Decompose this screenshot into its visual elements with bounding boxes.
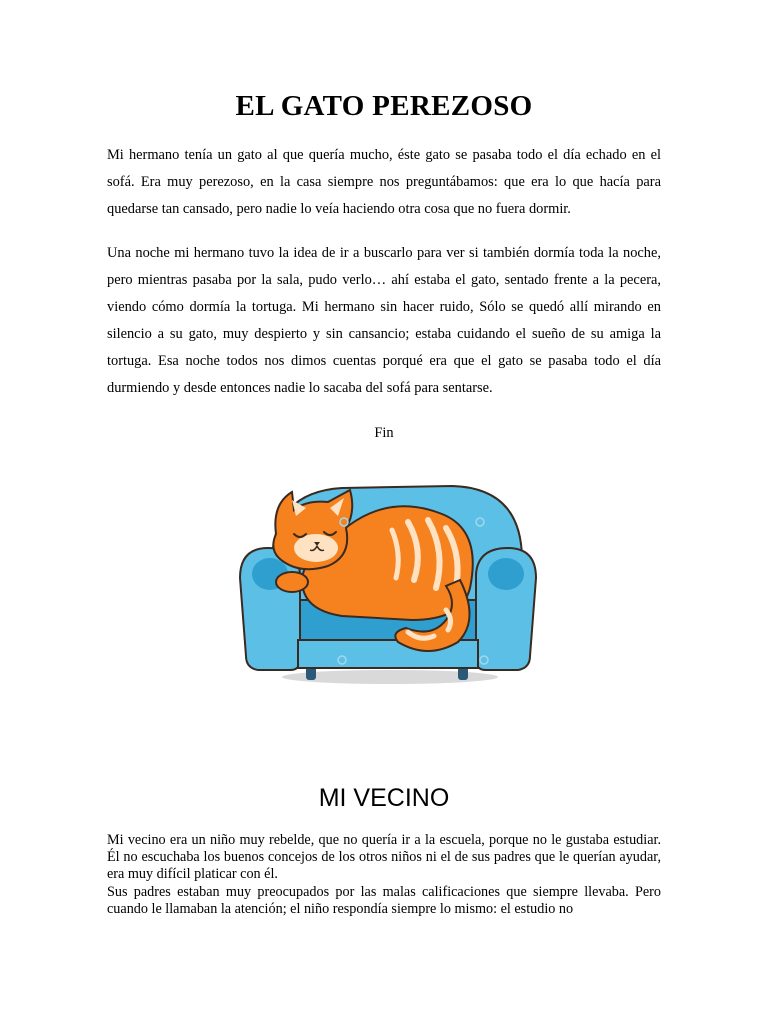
story-title: EL GATO PEREZOSO <box>235 90 533 122</box>
story-body <box>107 142 661 419</box>
story-paragraph: Una noche mi hermano tuvo la idea de ir a buscarlo para ver si también dormía toda la noche, pero mientras pasaba por la sala, pudo verlo… ahí estaba el gato, sentado frente a la pecera, viendo cómo dormía la tortuga. Mi hermano sin hacer ruido, Sólo se quedó allí mirando en silencio a su gato, muy despierto y sin cansancio; estaba cuidando el sueño de su amiga la tortuga. Esa noche todos nos dimos cuentas porqué era que el gato se pasaba todo el día durmiendo y desde entonces nadie lo sacaba del sofá para sentarse. <box>107 245 661 396</box>
story-paragraph: Mi vecino era un niño muy rebelde, que no quería ir a la escuela, porque no le gustaba estudiar. Él no escuchaba los buenos concejos de los otros niños ni el de sus padres que le querían ayudar, era muy difícil platicar con él. <box>107 832 661 883</box>
second-story-body <box>107 832 661 918</box>
second-story-title: MI VECINO <box>318 784 450 812</box>
sleeping-cat-illustration <box>232 470 542 692</box>
story-ending: Fin <box>374 425 394 441</box>
sleeping-cat-on-sofa-icon <box>232 470 542 692</box>
story-paragraph: Sus padres estaban muy preocupados por las malas calificaciones que siempre llevaba. Pero cuando le llamaban la atención; el niño respondía siempre lo mismo: el estudio no <box>107 883 661 917</box>
story-paragraph: Mi hermano tenía un gato al que quería mucho, éste gato se pasaba todo el día echado en el sofá. Era muy perezoso, en la casa siempre nos preguntábamos: que era lo que hacía para quedarse tan cansado, pero nadie lo veía haciendo otra cosa que no fuera dormir. <box>107 147 661 217</box>
